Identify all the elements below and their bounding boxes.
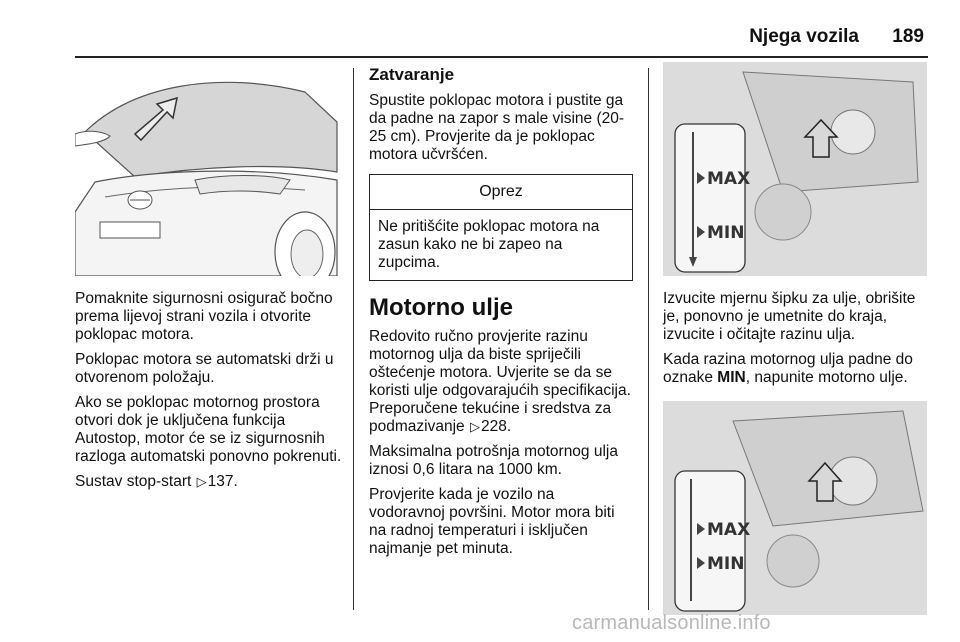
dipstick-figure-bottom	[663, 401, 927, 615]
caution-title: Oprez	[370, 175, 632, 210]
column-3	[663, 62, 927, 615]
paragraph: Poklopac motora se automatski drži u otvorenom položaju.	[75, 351, 334, 386]
column-divider-2	[648, 68, 649, 610]
header-rule	[75, 56, 928, 58]
caution-box	[369, 174, 633, 281]
engine-illustration	[663, 401, 927, 615]
min-label: MIN	[707, 554, 745, 574]
column-1	[75, 62, 343, 498]
paragraph: Redovito ručno provjerite razinu motornog ulja da biste spriječili oštećenje motora. Uvjerite se da se koristi ulje odgovarajućih specifikacija. Preporučene tekućine i sredstva za podmazivanje ▷228.	[369, 328, 631, 435]
paragraph: Maksimalna potrošnja motornog ulja iznosi 0,6 litara na 1000 km.	[369, 443, 618, 478]
paragraph: Izvucite mjernu šipku za ulje, obrišite je, ponovno je umetnite do kraja, izvucite i očitajte razinu ulja.	[663, 290, 916, 343]
arrow-right-outline-icon: ▷	[469, 419, 480, 434]
min-label: MIN	[707, 223, 745, 243]
subheading: Zatvaranje	[369, 65, 455, 84]
paragraph: Spustite poklopac motora i pustite ga da padne na zapor s male visine (20-25 cm). Provjerite da je poklopac motora učvršćen.	[369, 92, 625, 163]
paragraph: Pomaknite sigurnosni osigurač bočno prema lijevoj strani vozila i otvorite poklopac motora.	[75, 290, 333, 343]
caution-body: Ne pritišćite poklopac motora na zasun kako ne bi zapeo na zupcima.	[378, 218, 600, 271]
dipstick-figure-top	[663, 62, 927, 276]
paragraph: Ako se poklopac motornog prostora otvori dok je uključena funkcija Autostop, motor će se iz sigurnosnih razloga automatski ponovno pokrenuti.	[75, 394, 342, 465]
hood-illustration	[75, 62, 339, 276]
reference-link[interactable]: 137.	[207, 473, 238, 490]
page-header	[749, 26, 924, 48]
engine-illustration	[663, 62, 927, 276]
page-title: Njega vozila	[749, 26, 860, 47]
cross-reference: Sustav stop-start ▷137.	[75, 473, 238, 490]
reference-link[interactable]: 228.	[480, 418, 512, 435]
paragraph: Provjerite kada je vozilo na vodoravnoj površini. Motor mora biti na radnoj temperaturi i isključen najmanje pet minuta.	[369, 486, 615, 557]
page-number: 189	[892, 26, 924, 47]
paragraph: Kada razina motornog ulja padne do oznake MIN, napunite motorno ulje.	[663, 351, 913, 386]
watermark: carmanualsonline.info	[572, 612, 771, 634]
section-title: Motorno ulje	[369, 294, 513, 321]
hood-release-figure	[75, 62, 343, 276]
max-label: MAX	[707, 520, 751, 540]
max-label: MAX	[707, 169, 751, 189]
column-2	[369, 62, 633, 565]
arrow-right-outline-icon: ▷	[196, 474, 207, 489]
column-divider-1	[353, 68, 354, 610]
